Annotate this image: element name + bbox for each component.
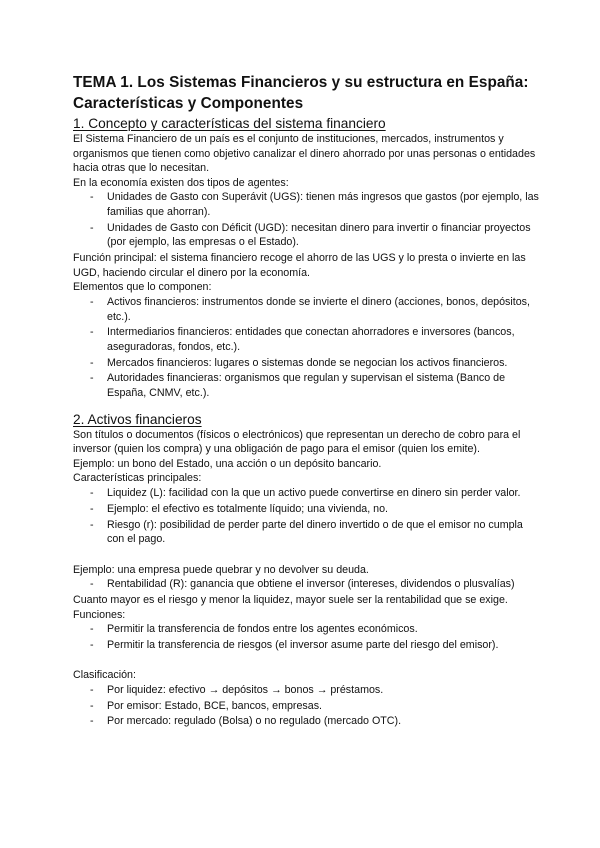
dash-bullet: -: [90, 191, 94, 204]
section-1-heading: 1. Concepto y características del sistema financiero: [73, 116, 386, 131]
dash-bullet: -: [90, 487, 94, 499]
list-item-text: Por liquidez: efectivo → depósitos → bonos → préstamos.: [107, 683, 384, 696]
dash-bullet: -: [90, 502, 94, 515]
list-item-text: Liquidez (L): facilidad con la que un activo puede convertirse en dinero sin perder valor.: [107, 487, 521, 499]
document-title: TEMA 1. Los Sistemas Financieros y su estructura en España: Características y Componentes: [73, 74, 529, 112]
elements-list: [73, 295, 540, 401]
section-2-heading: 2. Activos financieros: [73, 411, 202, 427]
characteristics-list: [73, 486, 540, 547]
list-item-text: Por emisor: Estado, BCE, bancos, empresas.: [107, 699, 323, 712]
classification-intro: Clasificación:: [73, 669, 136, 682]
section-2-definition: Son títulos o documentos (físicos o electrónicos) que representan un derecho de cobro para el inversor (quien los compra) y una obligación de pago para el emisor (quien los emite).: [73, 428, 521, 456]
dash-bullet: -: [90, 356, 94, 369]
functions-list: [73, 622, 540, 652]
list-item: [73, 699, 540, 714]
list-item: [73, 486, 540, 501]
elements-intro: Elementos que lo componen:: [73, 281, 212, 294]
list-item-text: Permitir la transferencia de fondos entre los agentes económicos.: [107, 623, 418, 636]
list-item-text: Autoridades financieras: organismos que regulan y supervisan el sistema (Banco de España, CNMV, etc.).: [107, 372, 506, 400]
dash-bullet: -: [90, 221, 94, 234]
example-bond: Ejemplo: un bono del Estado, una acción o un depósito bancario.: [73, 457, 382, 470]
dash-bullet: -: [90, 699, 94, 712]
main-function: Función principal: el sistema financiero recoge el ahorro de las UGS y lo presta o invierte en las UGD, haciendo circular el dinero por la economía.: [73, 252, 526, 279]
list-item: [73, 622, 540, 637]
list-item-text: Rentabilidad (R): ganancia que obtiene el inversor (intereses, dividendos o plusvalías): [107, 578, 515, 591]
list-item-text: Riesgo (r): posibilidad de perder parte del dinero invertido o de que el emisor no cumpla con el pago.: [107, 518, 523, 546]
profitability-list: [73, 577, 540, 592]
agents-list: [73, 190, 540, 250]
functions-intro: Funciones:: [73, 608, 126, 621]
example-bankruptcy: Ejemplo: una empresa puede quebrar y no devolver su deuda.: [73, 563, 369, 576]
section-1-intro: El Sistema Financiero de un país es el conjunto de instituciones, mercados, instrumentos y organismos que tienen como objetivo canalizar el dinero ahorrado por unas personas o entidades hacia otras que lo necesitan.: [73, 133, 536, 175]
list-item: [73, 714, 540, 729]
dash-bullet: -: [90, 326, 94, 339]
list-item-text: Unidades de Gasto con Déficit (UGD): necesitan dinero para invertir o financiar proyectos (por ejemplo, las empresas o el Estado).: [107, 221, 531, 249]
list-item-text: Unidades de Gasto con Superávit (UGS): tienen más ingresos que gastos (por ejemplo, las familias que ahorran).: [107, 191, 539, 218]
risk-return-relation: Cuanto mayor es el riesgo y menor la liquidez, mayor suele ser la rentabilidad que se exige.: [73, 593, 508, 606]
blank-line: [73, 654, 540, 669]
dash-bullet: -: [90, 683, 94, 696]
dash-bullet: -: [90, 518, 94, 531]
list-item: [73, 371, 540, 400]
list-item: [73, 325, 540, 354]
list-item-text: Intermediarios financieros: entidades que conectan ahorradores e inversores (bancos, aseguradoras, fondos, etc.).: [107, 326, 515, 353]
dash-bullet: -: [90, 623, 94, 636]
list-item: [73, 190, 540, 219]
list-item-text: Permitir la transferencia de riesgos (el inversor asume parte del riesgo del emisor).: [107, 638, 499, 651]
list-item: [73, 356, 540, 371]
dash-bullet: -: [90, 578, 94, 591]
list-item: [73, 221, 540, 250]
list-item-text: Activos financieros: instrumentos donde se invierte el dinero (acciones, bonos, depósitos, etc.).: [107, 295, 530, 323]
list-item: [73, 502, 540, 517]
list-item: [73, 295, 540, 324]
classification-list: [73, 683, 540, 729]
blank-line: [73, 548, 540, 563]
list-item-text: Ejemplo: el efectivo es totalmente líquido; una vivienda, no.: [107, 502, 389, 515]
dash-bullet: -: [90, 638, 94, 651]
agents-intro: En la economía existen dos tipos de agentes:: [73, 176, 289, 189]
dash-bullet: -: [90, 715, 94, 728]
list-item: [73, 518, 540, 547]
dash-bullet: -: [90, 295, 94, 308]
list-item: [73, 638, 540, 653]
list-item: [73, 577, 540, 592]
list-item-text: Mercados financieros: lugares o sistemas donde se negocian los activos financieros.: [107, 356, 508, 369]
characteristics-intro: Características principales:: [73, 472, 202, 485]
list-item-text: Por mercado: regulado (Bolsa) o no regulado (mercado OTC).: [107, 715, 402, 728]
list-item: [73, 683, 540, 698]
dash-bullet: -: [90, 372, 94, 385]
